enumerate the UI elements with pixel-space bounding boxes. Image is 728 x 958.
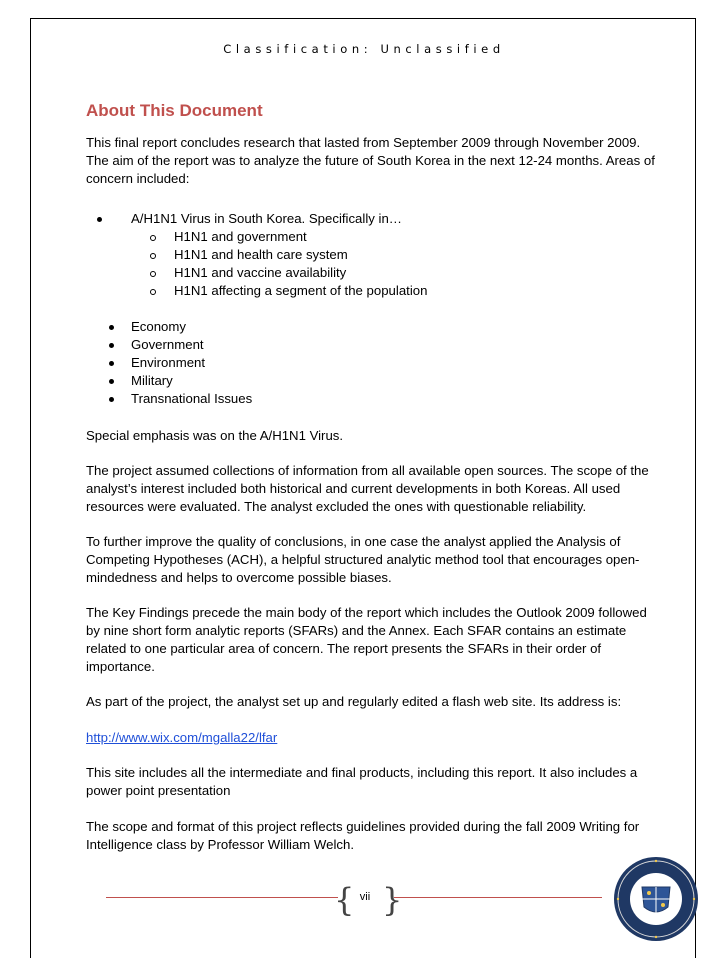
bullet-dot bbox=[109, 343, 114, 348]
bullet-dot bbox=[109, 361, 114, 366]
website-link[interactable]: http://www.wix.com/mgalla22/lfar bbox=[86, 730, 278, 745]
list-item-virus: A/H1N1 Virus in South Korea. Specifically in… bbox=[131, 211, 402, 226]
guidelines-paragraph: The scope and format of this project reflects guidelines provided during the fall 2009 Writing for Intelligence class by Professor William Welch. bbox=[86, 819, 640, 852]
list-item: Government bbox=[131, 337, 204, 352]
sub-list-item: H1N1 and government bbox=[174, 229, 307, 244]
bullet-dot bbox=[109, 325, 114, 330]
site-contents-paragraph: This site includes all the intermediate and final products, including this report. It also includes a power point presentation bbox=[86, 765, 638, 798]
sub-list-item: H1N1 and vaccine availability bbox=[174, 265, 347, 280]
ach-paragraph: To further improve the quality of conclusions, in one case the analyst applied the Analysis of Competing Hypotheses (ACH), a helpful structured analytic method tool that encourages open-mindedness and helps to overcome possible biases. bbox=[86, 534, 640, 585]
bullet-dot bbox=[97, 217, 102, 222]
list-item: Environment bbox=[131, 355, 206, 370]
emphasis-paragraph: Special emphasis was on the A/H1N1 Virus. bbox=[86, 428, 344, 443]
classification-header: Classification: Unclassified bbox=[223, 42, 505, 56]
left-brace-icon: { bbox=[334, 881, 355, 919]
page-number: vii bbox=[359, 891, 371, 903]
list-item: Economy bbox=[131, 319, 186, 334]
sub-bullet-circle bbox=[150, 289, 156, 295]
list-item: Transnational Issues bbox=[131, 391, 253, 406]
footer-rule-left bbox=[106, 897, 338, 898]
sub-bullet-circle bbox=[150, 253, 156, 259]
right-brace-icon: } bbox=[382, 881, 403, 919]
bullet-dot bbox=[109, 379, 114, 384]
sub-list-item: H1N1 affecting a segment of the population bbox=[174, 283, 428, 298]
website-paragraph: As part of the project, the analyst set up and regularly edited a flash web site. Its address is: bbox=[86, 694, 622, 709]
key-findings-paragraph: The Key Findings precede the main body of the report which includes the Outlook 2009 followed by nine short form analytic reports (SFARs) and the Annex. Each SFAR contains an estimate related to one particular area of concern. The report presents the SFARs in their order of importance. bbox=[86, 605, 647, 674]
sub-bullet-circle bbox=[150, 271, 156, 277]
sub-list-item: H1N1 and health care system bbox=[174, 247, 348, 262]
sources-paragraph: The project assumed collections of information from all available open sources. The scope of the analyst’s interest included both historical and current developments in both Koreas. All used resources were evaluated. The analyst excluded the ones with questionable reliability. bbox=[86, 463, 649, 514]
list-item: Military bbox=[131, 373, 173, 388]
section-heading: About This Document bbox=[86, 101, 263, 120]
sub-bullet-circle bbox=[150, 235, 156, 241]
bullet-dot bbox=[109, 397, 114, 402]
intro-paragraph: This final report concludes research that lasted from September 2009 through November 2009. The aim of the report was to analyze the future of South Korea in the next 12-24 months. Areas of concern included: bbox=[86, 135, 655, 186]
footer-rule-right bbox=[394, 897, 602, 898]
institution-seal-icon bbox=[612, 855, 700, 943]
